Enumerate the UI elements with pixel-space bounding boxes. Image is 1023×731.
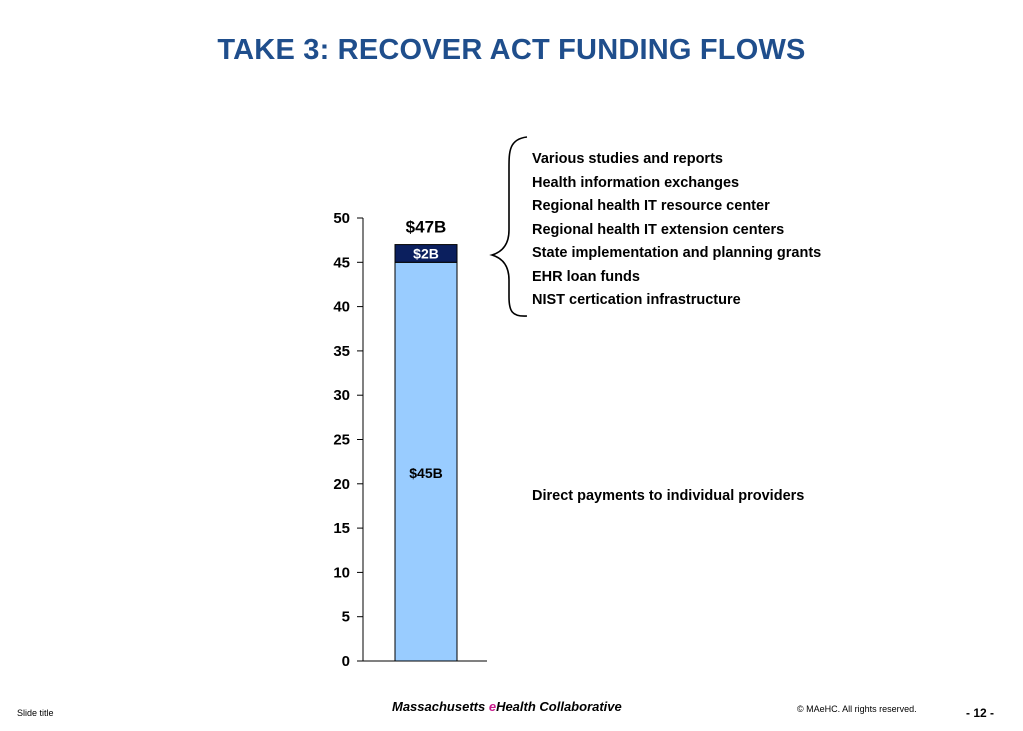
y-tick-label: 30	[333, 387, 350, 405]
brace-item: EHR loan funds	[532, 268, 640, 285]
bars	[395, 245, 457, 661]
footer-page-number: - 12 -	[966, 706, 995, 720]
bar-segment-label: $45B	[409, 464, 443, 481]
brand-text-end: Health Collaborative	[496, 699, 622, 714]
brace-item: Health information exchanges	[532, 174, 740, 191]
y-tick-label: 45	[333, 254, 350, 272]
footer-brand	[392, 699, 622, 714]
brace-item: Regional health IT extension centers	[532, 221, 785, 238]
brace-item: State implementation and planning grants	[532, 245, 822, 261]
y-tick-label: 10	[333, 564, 350, 582]
footer-copyright: © MAeHC. All rights reserved.	[797, 704, 917, 714]
direct-payments-label: Direct payments to individual providers	[532, 488, 805, 504]
y-tick-label: 25	[333, 431, 350, 449]
y-tick-label: 15	[333, 520, 350, 538]
curly-brace-icon	[492, 137, 527, 316]
y-tick-label: 40	[333, 298, 350, 316]
brand-text-start: Massachusetts	[392, 699, 489, 714]
footer-slide-label: Slide title	[17, 708, 54, 718]
brace-item-list	[532, 148, 821, 313]
bar-segment-label: $2B	[413, 245, 439, 262]
y-tick-label: 5	[341, 608, 350, 626]
y-tick-label: 20	[333, 475, 350, 493]
brace-item: Various studies and reports	[532, 151, 723, 167]
y-tick-label: 35	[333, 342, 350, 360]
bar-segment	[395, 262, 457, 661]
bar-total-label: $47B	[405, 217, 447, 237]
brand-accent-letter: e	[488, 699, 497, 714]
y-tick-label: 0	[341, 653, 350, 670]
brace-item: Regional health IT resource center	[532, 198, 770, 214]
y-tick-label: 50	[333, 210, 350, 227]
brace-item: NIST certication infrastructure	[532, 292, 741, 308]
slide-title: TAKE 3: RECOVER ACT FUNDING FLOWS	[217, 34, 806, 66]
